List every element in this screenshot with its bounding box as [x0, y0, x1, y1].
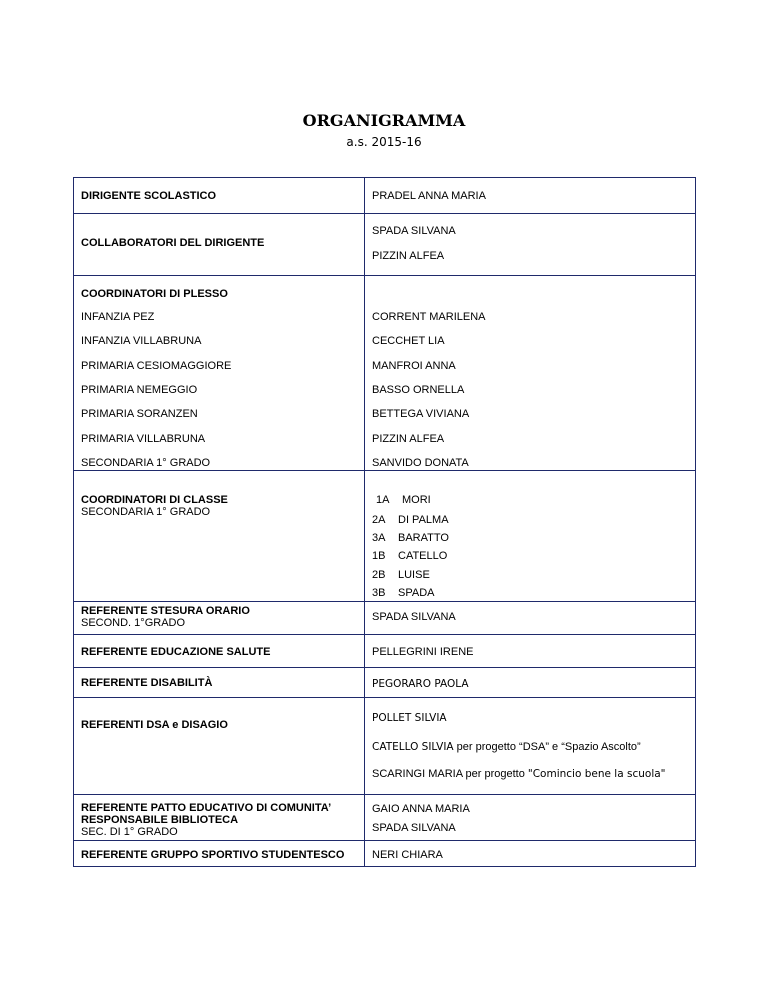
plesso-coordinator: SANVIDO DONATA	[372, 457, 469, 469]
column-divider	[364, 177, 365, 867]
plesso-name: SECONDARIA 1° GRADO	[81, 457, 211, 469]
row-divider	[73, 213, 696, 214]
plesso-name: PRIMARIA SORANZEN	[81, 408, 198, 420]
collaboratori-label: COLLABORATORI DEL DIRIGENTE	[81, 237, 265, 249]
salute-value: PELLEGRINI IRENE	[372, 646, 474, 658]
row-divider	[73, 697, 696, 698]
disabilita-label: REFERENTE DISABILITÀ	[81, 677, 213, 689]
class-coordinator	[372, 514, 449, 527]
salute-label: REFERENTE EDUCAZIONE SALUTE	[81, 646, 271, 658]
dsa-value-note: per progetto “DSA” e “Spazio Ascolto”	[453, 741, 641, 753]
row-divider	[73, 275, 696, 276]
row-divider	[73, 840, 696, 841]
plesso-coordinator: CORRENT MARILENA	[372, 311, 486, 323]
school-year: a.s. 2015-16	[346, 135, 422, 149]
sportivo-label: REFERENTE GRUPPO SPORTIVO STUDENTESCO	[81, 849, 345, 861]
row-divider	[73, 634, 696, 635]
class-coordinator	[372, 569, 430, 582]
class-code: 1B	[372, 550, 386, 562]
plesso-coordinator: BASSO ORNELLA	[372, 384, 465, 396]
sportivo-value: NERI CHIARA	[372, 849, 443, 861]
class-code: 3B	[372, 587, 386, 599]
coordinatori-classe-label: COORDINATORI DI CLASSE	[81, 494, 228, 506]
coordinatori-classe-sublabel: SECONDARIA 1° GRADO	[81, 506, 211, 518]
dsa-value: POLLET SILVIA	[372, 712, 447, 724]
document-title: ORGANIGRAMMA	[302, 111, 466, 130]
plesso-coordinator: PIZZIN ALFEA	[372, 433, 445, 445]
dsa-label: REFERENTI DSA e DISAGIO	[81, 719, 228, 731]
row-divider	[73, 470, 696, 471]
class-code: 3A	[372, 532, 386, 544]
class-coordinator	[372, 587, 434, 600]
biblioteca-value: SPADA SILVANA	[372, 822, 456, 834]
dsa-value	[372, 741, 641, 754]
dirigente-value: PRADEL ANNA MARIA	[372, 190, 486, 202]
class-code: 1A	[376, 494, 390, 506]
row-divider	[73, 601, 696, 602]
dsa-value	[372, 768, 666, 781]
class-teacher: MORI	[402, 494, 431, 506]
class-teacher: DI PALMA	[398, 514, 449, 526]
disabilita-value: PEGORARO PAOLA	[372, 678, 469, 690]
class-coordinator	[372, 550, 447, 563]
class-coordinator	[372, 532, 449, 545]
coordinatori-plesso-label: COORDINATORI DI PLESSO	[81, 288, 228, 300]
patto-label: REFERENTE PATTO EDUCATIVO DI COMUNITA’	[81, 802, 332, 814]
collaboratori-value: PIZZIN ALFEA	[372, 250, 445, 262]
class-teacher: LUISE	[398, 569, 430, 581]
plesso-name: PRIMARIA CESIOMAGGIORE	[81, 360, 232, 372]
class-code: 2B	[372, 569, 386, 581]
plesso-name: PRIMARIA NEMEGGIO	[81, 384, 198, 396]
orario-label: REFERENTE STESURA ORARIO	[81, 605, 250, 617]
class-teacher: CATELLO	[398, 550, 448, 562]
dsa-value-note: "Comincio bene la scuola"	[527, 768, 666, 780]
dsa-value-name: SCARINGI MARIA per progetto	[372, 768, 528, 780]
plesso-coordinator: BETTEGA VIVIANA	[372, 408, 470, 420]
row-divider	[73, 667, 696, 668]
orario-sublabel: SECOND. 1°GRADO	[81, 617, 186, 629]
collaboratori-value: SPADA SILVANA	[372, 225, 456, 237]
plesso-coordinator: MANFROI ANNA	[372, 360, 456, 372]
class-teacher: SPADA	[398, 587, 435, 599]
class-code: 2A	[372, 514, 386, 526]
biblioteca-label: RESPONSABILE BIBLIOTECA	[81, 814, 239, 826]
class-teacher: BARATTO	[398, 532, 449, 544]
class-coordinator	[376, 494, 431, 507]
patto-value: GAIO ANNA MARIA	[372, 803, 470, 815]
orario-value: SPADA SILVANA	[372, 611, 456, 623]
dsa-value-name: CATELLO SILVIA	[372, 741, 454, 753]
biblioteca-sublabel: SEC. DI 1° GRADO	[81, 826, 178, 838]
plesso-name: INFANZIA VILLABRUNA	[81, 335, 202, 347]
plesso-coordinator: CECCHET LIA	[372, 335, 445, 347]
row-divider	[73, 794, 696, 795]
dirigente-label: DIRIGENTE SCOLASTICO	[81, 190, 217, 202]
plesso-name: PRIMARIA VILLABRUNA	[81, 433, 206, 445]
plesso-name: INFANZIA PEZ	[81, 311, 155, 323]
